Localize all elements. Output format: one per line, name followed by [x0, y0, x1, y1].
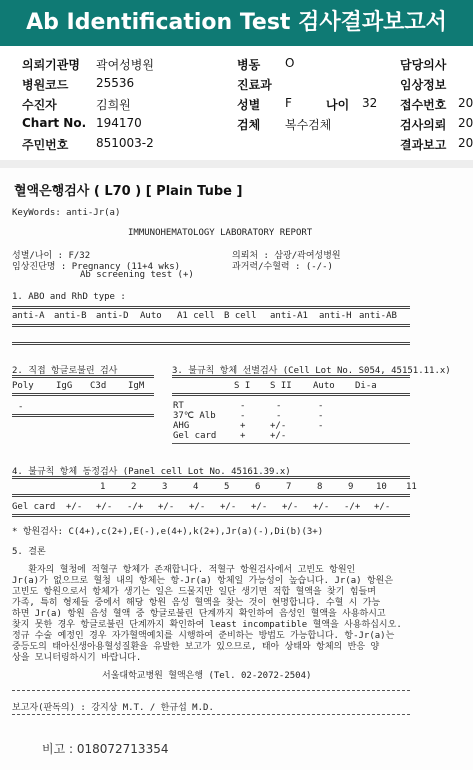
abo-header-9: anti-AB	[359, 311, 397, 321]
screen-row-sii: -	[276, 401, 282, 411]
sex-value: F	[285, 96, 292, 110]
specimen-value: 복수검체	[285, 118, 332, 132]
rule	[12, 690, 410, 691]
panel-cell-number: 10	[376, 482, 387, 492]
conclusion-line: 상을 모니터링하시기 바랍니다.	[12, 653, 142, 663]
rule	[172, 393, 410, 396]
screen-row-label: AHG	[173, 421, 190, 431]
section-1-title: 1. ABO and RhD type :	[12, 292, 126, 302]
keywords: KeyWords: anti-Jr(a)	[12, 208, 121, 218]
screen-row-sii: +/-	[270, 421, 287, 431]
panel-result: +/-	[313, 502, 330, 512]
dat-header-1: Poly	[12, 381, 34, 391]
screen-row-auto: -	[318, 401, 324, 411]
ward-value: O	[285, 56, 295, 70]
screen-header-3: Auto	[313, 381, 335, 391]
hospital-code-value: 25536	[96, 76, 135, 90]
panel-cell-number: 6	[255, 482, 261, 492]
screen-row-auto: -	[318, 421, 324, 431]
conclusion-line: 중등도의 태아신생아용혈성질환을 유발한 보고가 있으므로, 태아 상태와 항체의 반응 양	[12, 642, 380, 652]
panel-cell-number: 9	[348, 482, 354, 492]
specimen-label: 검체	[237, 118, 261, 132]
panel-result: +/-	[96, 502, 113, 512]
screen-row-sii: +/-	[270, 431, 287, 441]
panel-cell-number: 1	[100, 482, 106, 492]
report-heading: 혈액은행검사 ( L70 ) [ Plain Tube ]	[14, 184, 243, 199]
screen-row-si: -	[240, 401, 246, 411]
section-4-title: 4. 불규칙 항체 동정검사 (Panel cell Lot No. 45161.39.x)	[12, 467, 291, 477]
panel-result: +/-	[282, 502, 299, 512]
screen-row-si: +	[240, 431, 246, 441]
resident-no-label: 주민번호	[22, 138, 69, 152]
panel-cell-number: 11	[406, 482, 417, 492]
sex-age: 성별/나이 : F/32	[12, 251, 91, 261]
receipt-no-label: 접수번호	[400, 98, 447, 112]
request-date-label: 검사의뢰	[400, 118, 447, 132]
section-3-title: 3. 불규칙 항체 선별검사 (Cell Lot No. S054, 45151.11.x)	[172, 366, 451, 376]
abo-header-6: B cell	[224, 311, 257, 321]
rule	[12, 324, 410, 327]
panel-result: +/-	[220, 502, 237, 512]
panel-cell-number: 3	[162, 482, 168, 492]
sex-label: 성별	[237, 98, 261, 112]
rule	[12, 494, 410, 497]
lab-title: IMMUNOHEMATOLOGY LABORATORY REPORT	[128, 228, 313, 238]
section-2-title: 2. 직접 항글로불린 검사	[12, 366, 118, 376]
rule	[172, 443, 410, 444]
abo-header-1: anti-A	[12, 311, 45, 321]
age-value: 32	[362, 96, 378, 110]
report-date-label: 결과보고	[400, 138, 447, 152]
screen-header-2: S II	[270, 381, 292, 391]
rule	[12, 375, 154, 378]
requester: 의뢰처 : 삼광/곽여성병원	[232, 251, 341, 261]
screen-row-label: RT	[173, 401, 184, 411]
patient-label: 수진자	[22, 98, 57, 112]
panel-cell-number: 8	[317, 482, 323, 492]
panel-cell-number: 4	[193, 482, 199, 492]
abo-header-7: anti-A1	[270, 311, 308, 321]
conclusion-line: 정규 수술 예정인 경우 자가혈액예치를 시행하여 준비하는 방법도 가능합니다. 항-Jr(a)는	[12, 631, 395, 641]
ward-label: 병동	[237, 58, 261, 72]
panel-result: +/-	[189, 502, 206, 512]
rule	[12, 514, 410, 517]
panel-cell-number: 7	[286, 482, 292, 492]
receipt-no-value: 20	[458, 96, 473, 110]
panel-result: -/+	[127, 502, 144, 512]
panel-result: +/-	[374, 502, 391, 512]
patient-info-panel	[0, 46, 473, 160]
rule	[12, 414, 154, 417]
abo-header-8: anti-H	[319, 311, 352, 321]
conclusion-line: 찾지 못한 경우 항글로불린 단계까지 확인하여 least incompatible 혈액을 사용하십시오.	[12, 620, 402, 630]
dat-header-2: IgG	[56, 381, 73, 391]
abo-header-4: Auto	[140, 311, 162, 321]
screen-row-si: -	[240, 411, 246, 421]
conclusion-line: Jr(a)가 없으므로 혈청 내의 항체는 항-Jr(a) 항체일 가능성이 높습니다. Jr(a) 항원은	[12, 576, 394, 586]
rule	[172, 375, 410, 378]
rule	[12, 342, 410, 345]
resident-no-value: 851003-2	[96, 136, 154, 150]
dat-value: -	[18, 402, 24, 412]
screen-header-1: S I	[234, 381, 251, 391]
panel-cell-number: 5	[224, 482, 230, 492]
institution-value: 곽여성병원	[96, 58, 154, 72]
abo-header-3: anti-D	[96, 311, 129, 321]
dat-header-3: C3d	[90, 381, 107, 391]
chart-no-value: 194170	[96, 116, 142, 130]
rule	[12, 306, 410, 309]
panel-result: +/-	[66, 502, 83, 512]
clinical-info-label: 임상정보	[400, 78, 447, 92]
rule	[12, 393, 154, 396]
scanned-report	[0, 168, 473, 770]
screen-row-sii: -	[276, 411, 282, 421]
history: 과거력/수혈력 : (-/-)	[232, 262, 333, 272]
diagnosis-2: Ab screening test (+)	[80, 270, 194, 280]
screen-row-label: Gel card	[173, 431, 217, 441]
conclusion-line: 하면 Jr(a) 항원 음성 혈액 중 항글로불린 단계까지 확인하여 음성인 혈액을 사용하시고	[12, 609, 386, 619]
rule	[12, 714, 410, 715]
department-label: 진료과	[237, 78, 272, 92]
rule	[12, 476, 410, 479]
conclusion-line: 가족, 특히 형제들 중에서 해당 항원 음성 혈액을 찾는 것이 현명합니다. 수혈 시 가능	[12, 598, 381, 608]
panel-row-label: Gel card	[12, 502, 56, 512]
physician-label: 담당의사	[400, 58, 447, 72]
report-date-value: 20	[458, 136, 473, 150]
remark: 비고 : 018072713354	[42, 742, 169, 756]
patient-value: 김희원	[96, 98, 131, 112]
section-5-title: 5. 결론	[12, 547, 46, 557]
panel-cell-number: 2	[131, 482, 137, 492]
abo-header-5: A1 cell	[177, 311, 215, 321]
reporter: 보고자(판독의) : 강지상 M.T. / 한규섭 M.D.	[12, 703, 214, 713]
institution-label: 의뢰기관명	[22, 58, 80, 72]
screen-row-auto: -	[318, 411, 324, 421]
abo-header-2: anti-B	[54, 311, 87, 321]
panel-result: +/-	[251, 502, 268, 512]
age-label: 나이	[326, 98, 350, 112]
hospital-code-label: 병원코드	[22, 78, 69, 92]
panel-result: +/-	[158, 502, 175, 512]
chart-no-label: Chart No.	[22, 116, 87, 130]
screen-header-4: Di-a	[355, 381, 377, 391]
screen-row-label: 37℃ Alb	[173, 411, 216, 421]
hospital-contact: 서울대학교병원 혈액은행 (Tel. 02-2072-2504)	[102, 671, 312, 681]
diagnosis: 임상진단명 : Pregnancy (11+4 wks)	[12, 262, 181, 272]
conclusion-line: 환자의 혈청에 적혈구 항체가 존재합니다. 적혈구 항원검사에서 고빈도 항원인	[12, 565, 356, 575]
dat-header-4: IgM	[128, 381, 145, 391]
request-date-value: 20	[458, 116, 473, 130]
panel-result: -/+	[344, 502, 361, 512]
conclusion-line: 고빈도 항원으로서 항체가 생기는 일은 드물지만 일단 생기면 적합 혈액을 찾기 힘들며	[12, 587, 376, 597]
screen-row-si: +	[240, 421, 246, 431]
page-title: Ab Identification Test 검사결과보고서	[0, 0, 473, 46]
antigen-profile: * 항원검사: C(4+),c(2+),E(-),e(4+),k(2+),Jr(a)(-),Di(b)(3+)	[12, 527, 324, 537]
